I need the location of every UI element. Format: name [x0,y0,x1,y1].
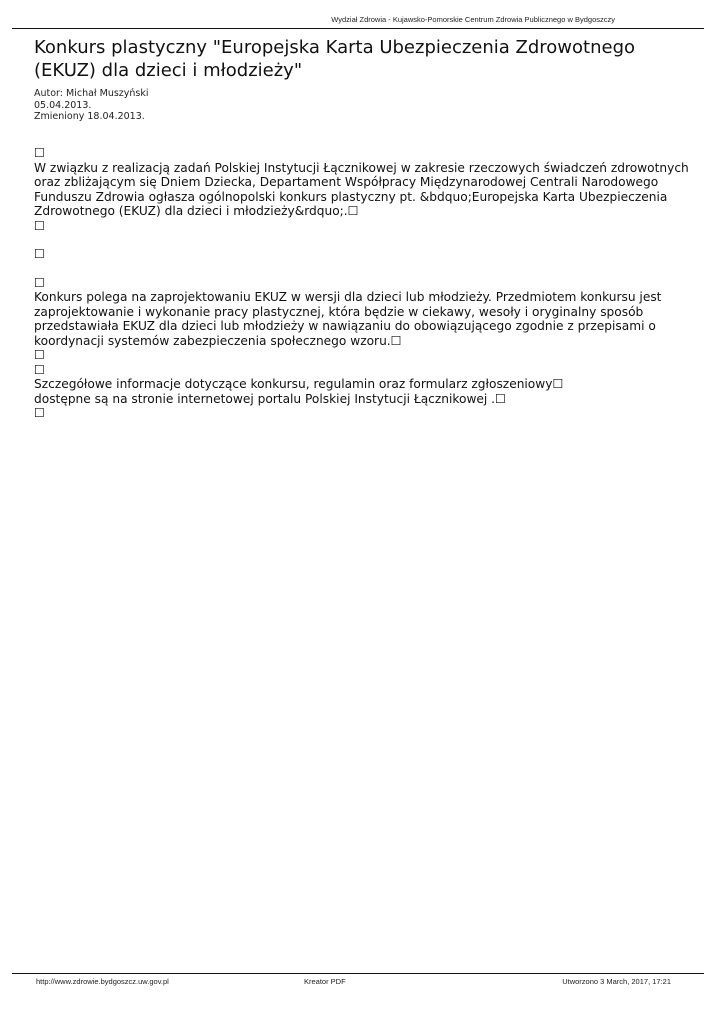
placeholder-box: ☐ [34,275,45,290]
placeholder-box: ☐ [34,362,45,377]
page-header-organization: Wydział Zdrowia - Kujawsko-Pomorskie Centrum Zdrowia Publicznego w Bydgoszczy [331,15,615,24]
footer-url: http://www.zdrowie.bydgoszcz.uw.gov.pl [36,977,169,986]
footer-divider [12,973,704,974]
placeholder-box: ☐ [34,406,45,420]
placeholder-box: ☐ [34,146,45,160]
paragraph-details-line-2: dostępne są na stronie internetowej portalu Polskiej Instytucji Łącznikowej .☐ [34,391,506,406]
footer-created-date: Utworzono 3 March, 2017, 17:21 [562,977,671,986]
modified-date: Zmieniony 18.04.2013. [34,111,145,122]
article-meta [34,88,149,123]
publish-date: 05.04.2013. [34,99,92,111]
paragraph-announcement: W związku z realizacją zadań Polskiej Instytucji Łącznikowej w zakresie rzeczowych świadczeń zdrowotnych oraz zbliżającym się Dniem Dziecka, Departament Współpracy Międzynarodowej Centrali Narodowego Funduszu Zdrowia ogłasza ogólnopolski konkurs plastyczny pt. &bdquo;Europejska Karta Ubezpieczenia Zdrowotnego (EKUZ) dla dzieci i młodzieży&rdquo;.☐ [34,160,689,218]
placeholder-box: ☐ [34,348,45,362]
placeholder-box: ☐ [34,247,45,261]
paragraph-details-line-1: Szczegółowe informacje dotyczące konkursu, regulamin oraz formularz zgłoszeniowy☐ [34,377,564,391]
placeholder-box: ☐ [34,218,45,233]
author-line: Autor: Michał Muszyński [34,88,149,99]
footer-generator: Kreator PDF [304,977,346,986]
paragraph-contest-description: Konkurs polega na zaprojektowaniu EKUZ w wersji dla dzieci lub młodzieży. Przedmiotem konkursu jest zaprojektowanie i wykonanie pracy plastycznej, która będzie w ciekawy, wesoły i oryginalny sposób przedstawiała EKUZ dla dzieci lub młodzieży w nawiązaniu do obowiązującego zgodnie z przepisami o koordynacji systemów zabezpieczenia społecznego wzoru.☐ [34,290,662,348]
article-body [34,146,694,421]
header-divider [12,28,704,29]
article-title: Konkurs plastyczny "Europejska Karta Ubezpieczenia Zdrowotnego (EKUZ) dla dzieci i młodzieży" [34,37,636,81]
